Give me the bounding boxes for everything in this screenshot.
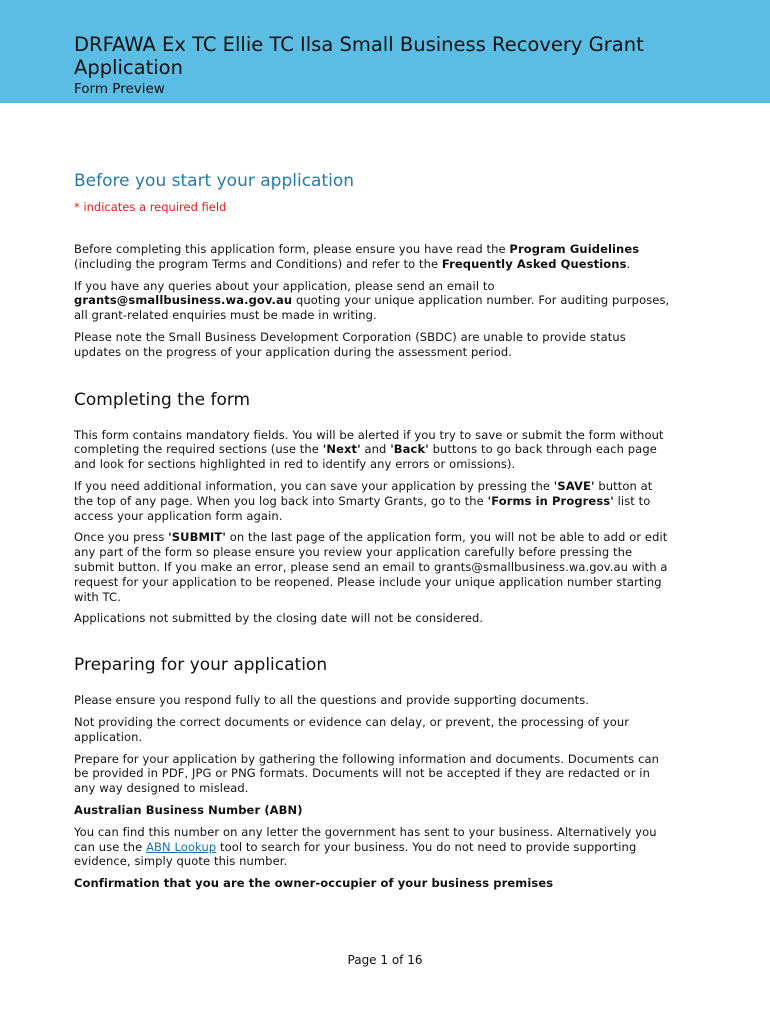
main-content (74, 170, 674, 898)
section-completing-the-form (74, 389, 674, 627)
section-heading: Before you start your application (74, 171, 355, 191)
paragraph: Please ensure you respond fully to all the questions and provide supporting documents. (74, 693, 590, 708)
paragraph: If you have any queries about your application, please send an email to grants@smallbusiness.wa.gov.au quoting your unique application number. For auditing purposes, all grant-related enquiries must be made in writing. (74, 278, 670, 323)
abn-lookup-link[interactable]: ABN Lookup (146, 839, 217, 854)
paragraph: Prepare for your application by gathering the following information and documents. Documents can be provided in PDF, JPG or PNG formats. Documents will not be accepted if they are redacted or in any way designed to mislead. (74, 751, 660, 796)
form-title: DRFAWA Ex TC Ellie TC Ilsa Small Business Recovery Grant Application (74, 33, 644, 79)
paragraph: This form contains mandatory fields. You will be alerted if you try to save or submit the form without completing the required sections (use the 'Next' and 'Back' buttons to go back through each page and look for sections highlighted in red to identify any errors or omissions). (74, 427, 664, 472)
required-field-note: * indicates a required field (74, 200, 227, 214)
paragraph: If you need additional information, you can save your application by pressing the 'SAVE' button at the top of any page. When you log back into Smarty Grants, go to the 'Forms in Progress' list to access your application form again. (74, 478, 653, 523)
paragraph: Not providing the correct documents or evidence can delay, or prevent, the processing of your application. (74, 714, 630, 744)
page-number: Page 1 of 16 (347, 953, 423, 967)
subheading-owner-occupier: Confirmation that you are the owner-occupier of your business premises (74, 876, 554, 891)
section-heading: Preparing for your application (74, 655, 328, 676)
form-preview-label: Form Preview (74, 81, 165, 97)
paragraph: Please note the Small Business Development Corporation (SBDC) are unable to provide status updates on the progress of your application during the assessment period. (74, 329, 626, 359)
paragraph: Applications not submitted by the closing date will not be considered. (74, 611, 484, 626)
paragraph: Once you press 'SUBMIT' on the last page of the application form, you will not be able to add or edit any part of the form so please ensure you review your application carefully before pressing the submit button. If you make an error, please send an email to grants@smallbusiness.wa.gov.au with a request for your application to be reopened. Please include your unique application number starting with TC. (74, 530, 668, 604)
paragraph: Before completing this application form, please ensure you have read the Program Guidelines (including the program Terms and Conditions) and refer to the Frequently Asked Questions. (74, 242, 640, 271)
section-before-you-start (74, 170, 674, 360)
section-heading: Completing the form (74, 389, 251, 410)
section-preparing (74, 654, 674, 891)
page-header (0, 0, 770, 103)
subheading-abn: Australian Business Number (ABN) (74, 802, 303, 817)
paragraph: You can find this number on any letter the government has sent to your business. Alternatively you can use the ABN Lookup tool to search for your business. You do not need to provide supporting evidence, simply quote this number. (74, 824, 657, 869)
